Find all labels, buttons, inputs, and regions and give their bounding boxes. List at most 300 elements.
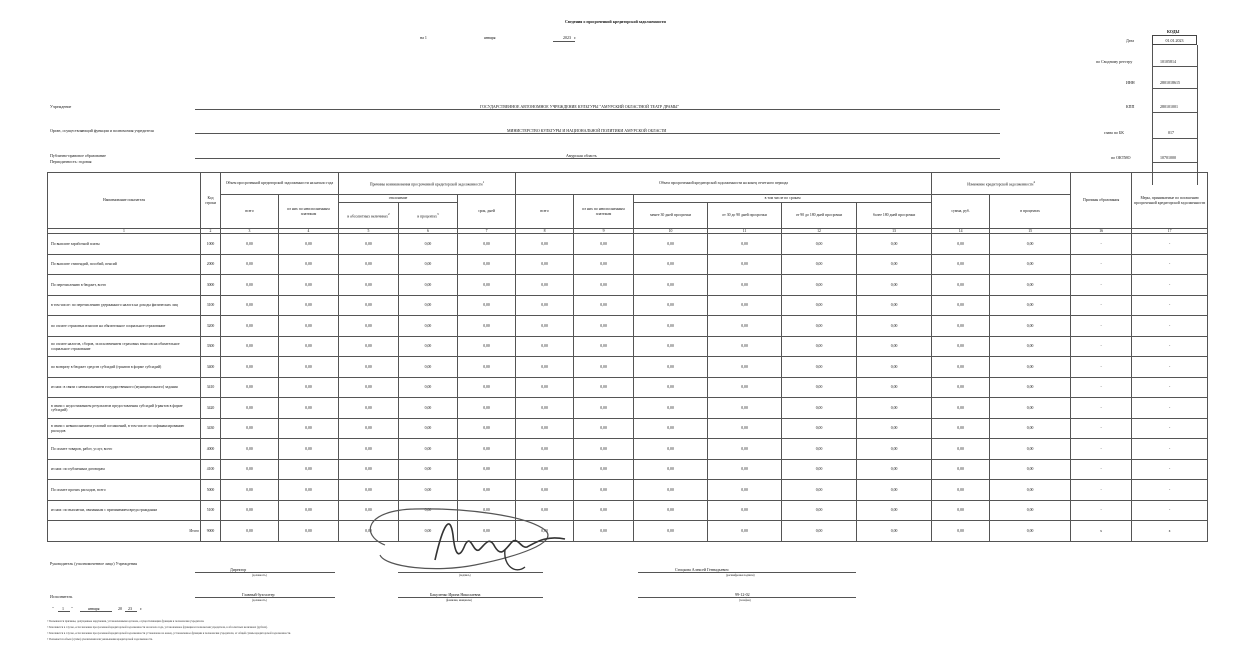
h-lt30: менее 30 дней просрочки [634,203,708,229]
h-deviation: отклонение [339,195,458,203]
row-value: 0,00 [458,254,516,275]
row-value: 0,00 [516,521,574,542]
oktmo-value: 10701000 [1160,155,1176,160]
row-value: 0,00 [516,316,574,337]
kpp-label: КПП [1126,104,1135,109]
row-value: 0,00 [574,480,634,501]
column-number: 6 [399,229,458,234]
row-value: 0,00 [708,234,782,255]
row-value: 0,00 [634,521,708,542]
codes-sep-1 [1152,66,1197,67]
row-name: Итого [48,521,201,542]
row-value: 0,00 [708,295,782,316]
row-value: 0,00 [458,480,516,501]
row-value: 0,00 [634,377,708,398]
row-value: 0,00 [634,254,708,275]
institution-value: ГОСУДАРСТВЕННОЕ АВТОНОМНОЕ УЧРЕЖДЕНИЕ КУЛЬТУРЫ "АМУРСКИЙ ОБЛАСТНОЙ ТЕАТР ДРАМЫ" [480,104,680,109]
row-measure: - [1132,316,1208,337]
row-value: 0,00 [221,459,279,480]
row-value: 0,00 [782,439,857,460]
table-row [48,295,1208,316]
row-value: 0,00 [339,254,399,275]
row-value: 0,00 [932,275,990,296]
row-value: 0,00 [458,336,516,357]
row-value: 0,00 [634,500,708,521]
row-code: 3410 [201,377,221,398]
row-value: 0,00 [399,418,458,439]
row-value: 0,00 [458,500,516,521]
row-reason: - [1071,336,1132,357]
head-sign-caption: (подпись) [459,574,471,577]
row-value: 0,00 [399,521,458,542]
row-value: 0,00 [782,521,857,542]
row-value: 0,00 [857,500,932,521]
date-month: января [484,35,496,40]
h-days: срок, дней [458,195,516,229]
row-value: 0,00 [339,234,399,255]
column-number: 7 [458,229,516,234]
row-value: 0,00 [634,234,708,255]
row-value: 0,00 [932,295,990,316]
row-value: 0,00 [634,418,708,439]
exec-label: Исполнитель [50,594,73,599]
h-end-all: всего [516,195,574,229]
row-value: 0,00 [458,459,516,480]
row-value: 0,00 [932,357,990,378]
arrears-table [47,172,1208,542]
row-value: 0,00 [339,439,399,460]
table-row [48,316,1208,337]
row-value: 0,00 [990,234,1071,255]
table-row [48,275,1208,296]
row-value: 0,00 [399,500,458,521]
row-value: 0,00 [782,459,857,480]
row-measure: x [1132,521,1208,542]
h-end: Объем просроченной кредиторской задолженности на конец отчетного периода [516,173,932,195]
row-value: 0,00 [857,480,932,501]
row-value: 0,00 [932,398,990,419]
row-value: 0,00 [932,480,990,501]
row-value: 0,00 [932,254,990,275]
row-name: в том числе: по перечислению удержанного налога на доходы физических лиц [48,295,201,316]
row-code: 5000 [201,480,221,501]
row-value: 0,00 [458,439,516,460]
row-value: 0,00 [990,295,1071,316]
row-code: 3200 [201,316,221,337]
inn-value: 2801018615 [1160,80,1180,85]
glava-value: 017 [1168,130,1174,135]
row-value: 0,00 [634,480,708,501]
row-measure: - [1132,377,1208,398]
row-name: в связи с невыполнением условий соглашений, в том числе по софинансированию расходов [48,418,201,439]
row-value: 0,00 [932,418,990,439]
h-reasons [339,173,516,195]
row-value: 0,00 [574,418,634,439]
row-value: 0,00 [339,459,399,480]
row-value: 0,00 [708,275,782,296]
row-code: 3420 [201,398,221,419]
row-value: 0,00 [399,480,458,501]
h-code: Код строки [201,173,221,229]
sign-date-year-line [125,611,137,612]
row-value: 0,00 [857,398,932,419]
row-value: 0,00 [782,398,857,419]
h-pct [399,203,458,229]
row-value: 0,00 [221,418,279,439]
column-number: 14 [932,229,990,234]
codes-title: КОДЫ [1167,29,1180,34]
row-value: 0,00 [574,377,634,398]
row-value: 0,00 [782,275,857,296]
table-row [48,254,1208,275]
row-value: 0,00 [708,336,782,357]
row-reason: - [1071,480,1132,501]
h-name: Наименование показателя [48,173,201,229]
exec-phone: 99-12-02 [735,592,750,597]
row-value: 0,00 [857,336,932,357]
table-row [48,459,1208,480]
institution-underline [195,109,1000,110]
row-measure: - [1132,357,1208,378]
row-value: 0,00 [279,316,339,337]
row-value: 0,00 [221,295,279,316]
row-value: 0,00 [516,357,574,378]
row-value: 0,00 [339,521,399,542]
row-value: 0,00 [634,275,708,296]
sign-date-suffix: г. [140,606,143,611]
h-rub: сумма, руб. [932,195,990,229]
row-value: 0,00 [782,418,857,439]
row-value: 0,00 [516,275,574,296]
row-code: 9000 [201,521,221,542]
row-value: 0,00 [516,459,574,480]
row-measure: - [1132,480,1208,501]
row-value: 0,00 [279,234,339,255]
row-value: 0,00 [516,418,574,439]
row-code: 3000 [201,275,221,296]
row-value: 0,00 [990,459,1071,480]
row-value: 0,00 [574,336,634,357]
row-value: 0,00 [279,398,339,419]
row-name: из них: по выплатам, связанным с причинением вреда гражданам [48,500,201,521]
date-year: 2023 [563,35,571,40]
h-end-sub: из них по неисполненным платежам [574,195,634,229]
row-value: 0,00 [279,439,339,460]
row-value: 0,00 [634,439,708,460]
table-row [48,521,1208,542]
head-label: Руководитель (уполномоченное лицо) Учреждения [50,561,137,566]
footnote-3: ³ Заполняется в случае, если значение просроченной кредиторской задолженности установлено на конец, установленное функции и полномочия учредителя, от общей суммы кредиторской задолженности. [47,632,291,635]
sign-date-day: 1 [62,606,64,611]
table-row [48,357,1208,378]
row-value: 0,00 [574,275,634,296]
row-value: 0,00 [339,398,399,419]
date-suffix: г. [574,35,577,40]
row-measure: - [1132,336,1208,357]
row-value: 0,00 [932,377,990,398]
table-body [48,234,1208,542]
row-measure: - [1132,439,1208,460]
row-name: По выплате заработной платы [48,234,201,255]
row-value: 0,00 [574,316,634,337]
column-number: 13 [857,229,932,234]
row-reason: - [1071,459,1132,480]
row-value: 0,00 [857,357,932,378]
row-value: 0,00 [279,459,339,480]
row-value: 0,00 [339,480,399,501]
row-measure: - [1132,295,1208,316]
row-value: 0,00 [399,439,458,460]
row-value: 0,00 [339,295,399,316]
row-value: 0,00 [708,480,782,501]
h-90-180: от 90 до 180 дней просрочки [782,203,857,229]
row-value: 0,00 [516,234,574,255]
row-measure: - [1132,254,1208,275]
exec-position: Главный бухгалтер [242,592,275,597]
row-value: 0,00 [458,521,516,542]
row-value: 0,00 [279,480,339,501]
row-name: По выплате стипендий, пособий, пенсий [48,254,201,275]
row-value: 0,00 [458,418,516,439]
date-underline [553,41,575,42]
row-value: 0,00 [782,254,857,275]
row-value: 0,00 [782,234,857,255]
row-value: 0,00 [221,500,279,521]
codes-sep-4 [1152,138,1197,139]
table-row [48,480,1208,501]
row-value: 0,00 [990,336,1071,357]
h-30-90: от 30 до 90 дней просрочки [708,203,782,229]
row-reason: - [1071,418,1132,439]
row-value: 0,00 [932,234,990,255]
row-code: 1000 [201,234,221,255]
organ-label: Орган, осуществляющий функции и полномочия учредителя [50,128,154,133]
row-value: 0,00 [857,459,932,480]
row-value: 0,00 [516,398,574,419]
row-reason: x [1071,521,1132,542]
row-reason: - [1071,398,1132,419]
row-value: 0,00 [634,357,708,378]
column-number: 1 [48,229,201,234]
inn-label: ИНН [1126,80,1135,85]
row-value: 0,00 [279,418,339,439]
row-value: 0,00 [339,418,399,439]
row-value: 0,00 [516,439,574,460]
row-value: 0,00 [399,234,458,255]
h-pct2: в процентах [990,195,1071,229]
row-name: По перечислению в бюджет, всего [48,275,201,296]
row-value: 0,00 [574,234,634,255]
row-value: 0,00 [634,459,708,480]
row-reason: - [1071,377,1132,398]
row-value: 0,00 [279,336,339,357]
date-code-label: Дата [1126,38,1134,43]
row-reason: - [1071,357,1132,378]
row-value: 0,00 [458,275,516,296]
row-value: 0,00 [399,295,458,316]
row-value: 0,00 [458,295,516,316]
exec-phone-caption: (телефон) [739,599,751,602]
h-start-all: всего [221,195,279,229]
row-value: 0,00 [782,295,857,316]
row-value: 0,00 [990,357,1071,378]
h-pct-text: в процентах [417,214,438,219]
column-number: 10 [634,229,708,234]
column-number: 12 [782,229,857,234]
head-position-caption: (должность) [252,574,267,577]
row-name: По оплате товаров, работ, услуг, всего [48,439,201,460]
row-value: 0,00 [516,480,574,501]
table-row [48,336,1208,357]
row-value: 0,00 [708,398,782,419]
column-number: 9 [574,229,634,234]
row-value: 0,00 [634,295,708,316]
row-reason: - [1071,275,1132,296]
codes-sep-3 [1152,112,1197,113]
row-value: 0,00 [458,377,516,398]
row-value: 0,00 [782,357,857,378]
row-value: 0,00 [574,521,634,542]
row-value: 0,00 [857,254,932,275]
row-value: 0,00 [990,398,1071,419]
row-value: 0,00 [339,275,399,296]
h-reasons2: Причины образования [1071,173,1132,229]
row-value: 0,00 [932,336,990,357]
row-value: 0,00 [932,500,990,521]
row-value: 0,00 [574,295,634,316]
report-title: Сведения о просроченной кредиторской задолженности [565,19,666,24]
row-measure: - [1132,500,1208,521]
row-value: 0,00 [932,439,990,460]
row-value: 0,00 [857,295,932,316]
row-value: 0,00 [516,377,574,398]
h-abs-text: в абсолютных величинах [347,214,389,219]
row-name: по оплате налогов, сборов, за исключением страховых взносов на обязательное социальное страхование [48,336,201,357]
row-value: 0,00 [857,521,932,542]
row-code: 3300 [201,336,221,357]
table-row [48,234,1208,255]
period-label: Периодичность: годовая [50,159,92,164]
column-number: 15 [990,229,1071,234]
sign-date-day-line [58,611,70,612]
row-value: 0,00 [221,336,279,357]
row-value: 0,00 [221,439,279,460]
row-reason: - [1071,295,1132,316]
row-value: 0,00 [279,500,339,521]
row-code: 4100 [201,459,221,480]
row-value: 0,00 [857,316,932,337]
sign-date-month: января [88,606,100,611]
row-value: 0,00 [221,275,279,296]
row-value: 0,00 [458,316,516,337]
h-change [932,173,1071,195]
row-value: 0,00 [634,398,708,419]
row-name: по оплате страховых взносов на обязательное социальное страхование [48,316,201,337]
row-value: 0,00 [221,398,279,419]
h-start: Объем просроченной кредиторской задолженности на начало года [221,173,339,195]
column-number: 17 [1132,229,1208,234]
kpp-value: 280101001 [1160,104,1178,109]
footnote-2: ² Заполняется в случае, если значение просроченной кредиторской задолженности на начало года, установленное функции и полномочия учредителя, в абсолютных величинах (рублях). [47,626,268,629]
row-measure: - [1132,275,1208,296]
head-position: Директор [230,567,247,572]
row-value: 0,00 [990,377,1071,398]
sign-date-year-prefix: 20 [118,606,122,611]
row-value: 0,00 [708,357,782,378]
row-value: 0,00 [221,480,279,501]
exec-name: Бакуленко Ирина Николаевна [430,592,481,597]
row-value: 0,00 [399,316,458,337]
exec-name-caption: (фамилия, инициалы) [446,599,472,602]
row-value: 0,00 [782,377,857,398]
row-value: 0,00 [399,254,458,275]
row-value: 0,00 [574,357,634,378]
row-value: 0,00 [782,500,857,521]
signature-image [355,505,585,580]
row-value: 0,00 [634,316,708,337]
row-value: 0,00 [932,521,990,542]
public-underline [195,158,1000,159]
oktmo-label: по ОКТМО [1111,155,1131,160]
row-value: 0,00 [857,377,932,398]
row-value: 0,00 [221,234,279,255]
row-value: 0,00 [990,254,1071,275]
row-reason: - [1071,254,1132,275]
row-code: 4000 [201,439,221,460]
row-value: 0,00 [339,316,399,337]
sign-date-close-quote: " [71,606,73,611]
row-value: 0,00 [516,500,574,521]
row-reason: - [1071,500,1132,521]
row-measure: - [1132,459,1208,480]
row-value: 0,00 [339,357,399,378]
row-value: 0,00 [990,316,1071,337]
organ-value: МИНИСТЕРСТВО КУЛЬТУРЫ И НАЦИОНАЛЬНОЙ ПОЛИТИКИ АМУРСКОЙ ОБЛАСТИ [507,128,667,133]
column-number: 2 [201,229,221,234]
codes-right-border [1197,45,1198,185]
glava-label: глава по БК [1104,130,1124,135]
row-reason: - [1071,234,1132,255]
row-value: 0,00 [399,377,458,398]
row-value: 0,00 [990,480,1071,501]
row-value: 0,00 [458,398,516,419]
row-value: 0,00 [574,398,634,419]
row-value: 0,00 [516,254,574,275]
table-row [48,500,1208,521]
table-row [48,418,1208,439]
row-reason: - [1071,316,1132,337]
footnote-4: ⁴ Указывается объем (сумма) увеличения или уменьшения кредиторской задолженности. [47,638,153,641]
column-number: 16 [1071,229,1132,234]
row-value: 0,00 [279,254,339,275]
row-measure: - [1132,418,1208,439]
h-measures: Меры, принимаемые по погашению просроченной кредиторской задолженности [1132,173,1208,229]
codes-sep-2 [1152,88,1197,89]
row-value: 0,00 [399,398,458,419]
column-number: 11 [708,229,782,234]
row-value: 0,00 [708,418,782,439]
public-label: Публично-правовое образование [50,153,106,158]
row-value: 0,00 [990,418,1071,439]
head-name: Стоцкова Алексей Геннадьевич [675,567,729,572]
row-value: 0,00 [339,377,399,398]
row-value: 0,00 [279,275,339,296]
row-value: 0,00 [782,480,857,501]
h-abs-sup: 2 [388,212,390,217]
row-value: 0,00 [574,439,634,460]
row-value: 0,00 [399,275,458,296]
row-value: 0,00 [634,336,708,357]
